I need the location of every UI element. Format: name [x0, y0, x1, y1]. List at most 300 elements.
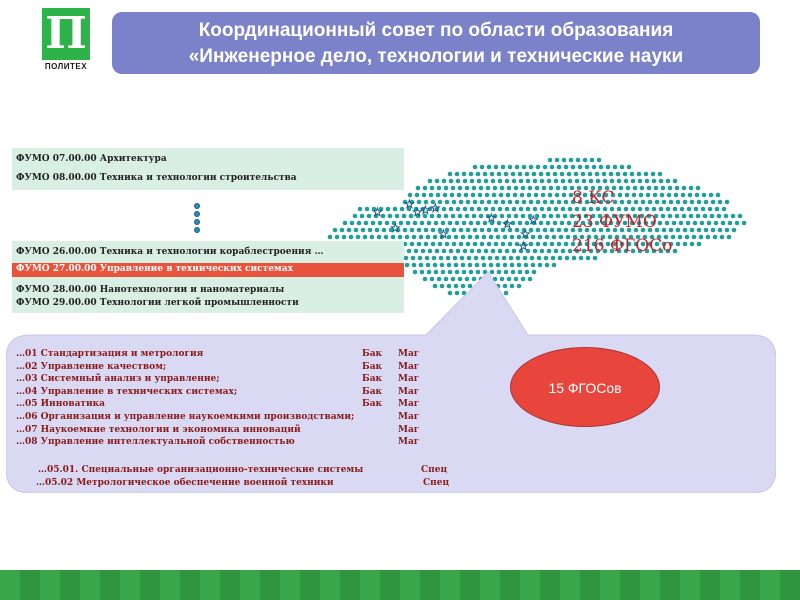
- map-dot: [690, 228, 695, 233]
- fumo-row-highlight-text: ФУМО 27.00.00 Управление в технических системах: [16, 264, 293, 274]
- star-icon: ☆: [404, 197, 415, 211]
- map-dot: [631, 179, 636, 184]
- map-dot: [567, 172, 572, 177]
- map-dot: [548, 193, 553, 198]
- map-dot: [480, 242, 485, 247]
- direction-row: [16, 348, 436, 361]
- map-dot: [568, 179, 573, 184]
- map-dot: [405, 235, 410, 240]
- direction-text: …03 Системный анализ и управление;: [16, 374, 220, 385]
- map-dot: [347, 228, 352, 233]
- map-dot: [382, 228, 387, 233]
- map-dot: [559, 235, 564, 240]
- map-dot: [528, 186, 533, 191]
- map-dot: [480, 165, 485, 170]
- map-dot: [703, 214, 708, 219]
- map-dot: [398, 235, 403, 240]
- fumo-row: ФУМО 28.00.00 Нанотехнологии и наноматериалы: [16, 285, 285, 295]
- map-dot: [689, 214, 694, 219]
- map-dot: [494, 242, 499, 247]
- map-dot: [652, 179, 657, 184]
- map-dot: [569, 158, 574, 163]
- directions-list: [16, 348, 436, 449]
- map-dot: [517, 263, 522, 268]
- map-dot: [540, 179, 545, 184]
- map-dot: [513, 193, 518, 198]
- map-dot: [487, 228, 492, 233]
- map-dot: [704, 200, 709, 205]
- map-dot: [539, 172, 544, 177]
- map-dot: [343, 221, 348, 226]
- map-dot: [415, 193, 420, 198]
- map-dot: [540, 207, 545, 212]
- map-dot: [542, 186, 547, 191]
- map-dot: [545, 263, 550, 268]
- map-dot: [564, 165, 569, 170]
- map-dot: [496, 235, 501, 240]
- map-dot: [727, 235, 732, 240]
- star-icon: ☆: [390, 221, 401, 235]
- map-dot: [449, 249, 454, 254]
- map-dot: [589, 179, 594, 184]
- map-dot: [442, 249, 447, 254]
- map-dot: [421, 249, 426, 254]
- map-dot: [494, 228, 499, 233]
- map-dot: [714, 221, 719, 226]
- map-dot: [692, 235, 697, 240]
- map-dot: [360, 214, 365, 219]
- map-dot: [742, 221, 747, 226]
- map-dot: [699, 235, 704, 240]
- map-dot: [721, 221, 726, 226]
- map-dot: [498, 179, 503, 184]
- map-dot: [627, 165, 632, 170]
- map-dot: [552, 263, 557, 268]
- map-dot: [456, 207, 461, 212]
- map-dot: [425, 256, 430, 261]
- map-dot: [446, 256, 451, 261]
- map-dot: [493, 186, 498, 191]
- map-dot: [686, 221, 691, 226]
- dot: [194, 219, 200, 225]
- map-dot: [444, 186, 449, 191]
- map-dot: [562, 158, 567, 163]
- map-dot: [697, 242, 702, 247]
- map-dot: [418, 256, 423, 261]
- map-dot: [546, 221, 551, 226]
- map-dot: [462, 221, 467, 226]
- map-dot: [434, 221, 439, 226]
- map-dot: [404, 256, 409, 261]
- level-master: Маг: [398, 437, 420, 448]
- direction-text: …08 Управление интеллектуальной собственностью: [16, 437, 295, 448]
- map-dot: [449, 179, 454, 184]
- map-dot: [503, 263, 508, 268]
- map-dot: [704, 228, 709, 233]
- direction-row: [16, 361, 436, 374]
- fumo-top-block: [12, 148, 404, 190]
- map-dot: [364, 221, 369, 226]
- map-dot: [732, 228, 737, 233]
- title-line-1: Координационный совет по области образования: [198, 20, 674, 41]
- map-dot: [452, 228, 457, 233]
- map-dot: [526, 179, 531, 184]
- map-dot: [521, 186, 526, 191]
- map-dot: [550, 228, 555, 233]
- map-dot: [564, 228, 569, 233]
- map-dot: [480, 200, 485, 205]
- map-dot: [416, 186, 421, 191]
- map-dot: [675, 214, 680, 219]
- map-dot: [715, 207, 720, 212]
- map-dot: [350, 221, 355, 226]
- map-dot: [431, 242, 436, 247]
- map-dot: [563, 214, 568, 219]
- map-dot: [592, 165, 597, 170]
- map-dot: [685, 235, 690, 240]
- footer-bar: [0, 570, 800, 600]
- map-dot: [385, 221, 390, 226]
- map-dot: [435, 179, 440, 184]
- map-dot: [412, 235, 417, 240]
- map-dot: [391, 235, 396, 240]
- map-dot: [497, 221, 502, 226]
- map-dot: [417, 242, 422, 247]
- star-icon: ☆: [412, 205, 423, 219]
- map-dot: [555, 193, 560, 198]
- map-dot: [469, 221, 474, 226]
- map-dot: [511, 172, 516, 177]
- map-dot: [666, 179, 671, 184]
- level-bachelor: Бак: [362, 349, 383, 359]
- star-icon: ☆: [486, 211, 497, 225]
- map-dot: [477, 249, 482, 254]
- map-dot: [448, 172, 453, 177]
- map-dot: [659, 179, 664, 184]
- map-dot: [728, 221, 733, 226]
- map-dot: [680, 207, 685, 212]
- map-dot: [688, 193, 693, 198]
- map-dot: [461, 235, 466, 240]
- map-dot: [512, 179, 517, 184]
- direction-text: …02 Управление качеством;: [16, 361, 167, 372]
- map-dot: [487, 165, 492, 170]
- map-dot: [386, 207, 391, 212]
- map-dot: [545, 235, 550, 240]
- map-dot: [574, 172, 579, 177]
- map-dot: [488, 256, 493, 261]
- map-dot: [702, 193, 707, 198]
- level-bachelor: Бак: [362, 374, 383, 385]
- map-dot: [564, 242, 569, 247]
- map-dot: [423, 186, 428, 191]
- map-dot: [342, 235, 347, 240]
- map-dot: [470, 207, 475, 212]
- map-dot: [678, 235, 683, 240]
- map-dot: [459, 200, 464, 205]
- map-dot: [478, 193, 483, 198]
- map-dot: [556, 214, 561, 219]
- map-dot: [388, 214, 393, 219]
- map-dot: [497, 172, 502, 177]
- map-dot: [457, 193, 462, 198]
- star-icon: ☆: [420, 203, 431, 217]
- map-dot: [519, 179, 524, 184]
- map-dot: [484, 249, 489, 254]
- map-dot: [524, 263, 529, 268]
- map-dot: [550, 242, 555, 247]
- map-dot: [617, 179, 622, 184]
- map-dot: [471, 193, 476, 198]
- map-dot: [541, 193, 546, 198]
- map-dot: [467, 256, 472, 261]
- map-dot: [505, 207, 510, 212]
- map-dot: [552, 235, 557, 240]
- stat-fgos: 216 ФГОСо: [572, 236, 673, 256]
- direction-text: …04 Управление в технических системах;: [16, 386, 238, 397]
- map-dot: [567, 221, 572, 226]
- map-dot: [563, 186, 568, 191]
- map-dot: [564, 200, 569, 205]
- map-dot: [645, 179, 650, 184]
- map-dot: [472, 214, 477, 219]
- map-dot: [590, 158, 595, 163]
- map-dot: [508, 242, 513, 247]
- map-dot: [453, 256, 458, 261]
- dot: [194, 227, 200, 233]
- map-dot: [510, 263, 515, 268]
- map-dot: [539, 221, 544, 226]
- map-dot: [713, 235, 718, 240]
- dot: [194, 211, 200, 217]
- direction-row: [16, 424, 436, 437]
- map-dot: [424, 228, 429, 233]
- map-dot: [682, 214, 687, 219]
- map-dot: [406, 221, 411, 226]
- map-dot: [433, 235, 438, 240]
- map-dot: [520, 193, 525, 198]
- map-dot: [550, 165, 555, 170]
- politeh-logo: [42, 8, 90, 72]
- map-dot: [595, 172, 600, 177]
- map-dot: [529, 200, 534, 205]
- map-dot: [469, 172, 474, 177]
- map-dot: [514, 186, 519, 191]
- map-dot: [501, 165, 506, 170]
- map-dot: [533, 249, 538, 254]
- map-dot: [476, 172, 481, 177]
- map-dot: [710, 214, 715, 219]
- map-dot: [527, 193, 532, 198]
- map-dot: [441, 221, 446, 226]
- map-dot: [543, 242, 548, 247]
- map-dot: [407, 249, 412, 254]
- map-dot: [515, 228, 520, 233]
- map-dot: [450, 193, 455, 198]
- map-dot: [466, 242, 471, 247]
- map-dot: [377, 235, 382, 240]
- map-dot: [477, 207, 482, 212]
- map-dot: [578, 165, 583, 170]
- map-dot: [498, 207, 503, 212]
- map-dot: [411, 256, 416, 261]
- map-dot: [494, 165, 499, 170]
- level-bachelor: Бак: [362, 361, 383, 372]
- map-dot: [403, 228, 408, 233]
- map-dot: [700, 221, 705, 226]
- map-dot: [502, 256, 507, 261]
- map-dot: [550, 200, 555, 205]
- map-dot: [596, 179, 601, 184]
- map-dot: [562, 193, 567, 198]
- map-dot: [458, 186, 463, 191]
- map-dot: [433, 263, 438, 268]
- map-dot: [335, 235, 340, 240]
- specialty-level: Спец: [423, 478, 450, 488]
- map-dot: [682, 186, 687, 191]
- map-dot: [473, 228, 478, 233]
- map-dot: [463, 207, 468, 212]
- map-dot: [696, 214, 701, 219]
- stats-block: [572, 186, 672, 258]
- map-dot: [717, 214, 722, 219]
- map-dot: [613, 165, 618, 170]
- map-dot: [526, 207, 531, 212]
- map-dot: [630, 172, 635, 177]
- map-dot: [477, 179, 482, 184]
- map-dot: [333, 228, 338, 233]
- map-dot: [356, 235, 361, 240]
- map-dot: [620, 165, 625, 170]
- page-title: [112, 12, 760, 74]
- map-dot: [508, 200, 513, 205]
- map-dot: [582, 179, 587, 184]
- map-dot: [498, 249, 503, 254]
- map-dot: [483, 172, 488, 177]
- level-master: Маг: [398, 424, 420, 435]
- map-dot: [402, 214, 407, 219]
- map-dot: [558, 256, 563, 261]
- map-dot: [553, 172, 558, 177]
- map-dot: [523, 256, 528, 261]
- map-dot: [681, 193, 686, 198]
- map-dot: [690, 200, 695, 205]
- map-dot: [708, 207, 713, 212]
- map-dot: [536, 200, 541, 205]
- title-line-2: «Инженерное дело, технологии и технические науки: [188, 46, 684, 67]
- map-dot: [716, 193, 721, 198]
- map-dot: [722, 207, 727, 212]
- map-dot: [466, 228, 471, 233]
- ellipsis-dots: [194, 203, 202, 233]
- map-dot: [367, 214, 372, 219]
- map-dot: [738, 214, 743, 219]
- map-dot: [444, 214, 449, 219]
- level-bachelor: Бак: [362, 399, 383, 410]
- map-dot: [435, 249, 440, 254]
- map-dot: [456, 179, 461, 184]
- map-dot: [697, 200, 702, 205]
- map-dot: [451, 214, 456, 219]
- map-dot: [547, 179, 552, 184]
- direction-row: [16, 373, 436, 386]
- map-dot: [518, 172, 523, 177]
- map-dot: [501, 242, 506, 247]
- map-dot: [554, 179, 559, 184]
- dot: [194, 203, 200, 209]
- map-dot: [624, 179, 629, 184]
- map-dot: [438, 242, 443, 247]
- map-dot: [675, 186, 680, 191]
- map-dot: [540, 249, 545, 254]
- map-dot: [674, 193, 679, 198]
- map-dot: [426, 263, 431, 268]
- level-master: Маг: [398, 374, 420, 385]
- direction-row: [16, 398, 436, 411]
- map-dot: [479, 186, 484, 191]
- map-dot: [378, 221, 383, 226]
- logo-text: ПОЛИТЕХ: [44, 62, 88, 71]
- fumo-row: ФУМО 08.00.00 Техника и технологии строительства: [16, 173, 297, 183]
- map-dot: [588, 172, 593, 177]
- specialty-level: Спец: [421, 465, 448, 475]
- level-bachelor: Бак: [362, 386, 383, 397]
- map-dot: [470, 249, 475, 254]
- map-dot: [566, 235, 571, 240]
- map-dot: [610, 179, 615, 184]
- specialty-row: [36, 478, 334, 488]
- map-dot: [575, 179, 580, 184]
- level-master: Маг: [398, 399, 420, 410]
- map-dot: [701, 207, 706, 212]
- map-dot: [468, 235, 473, 240]
- map-dot: [475, 263, 480, 268]
- map-dot: [561, 207, 566, 212]
- map-dot: [504, 172, 509, 177]
- map-dot: [548, 158, 553, 163]
- map-dot: [384, 235, 389, 240]
- stat-fumo: 23 ФУМО: [572, 212, 657, 232]
- fumo-row: ФУМО 07.00.00 Архитектура: [16, 154, 167, 164]
- map-dot: [676, 200, 681, 205]
- map-dot: [533, 207, 538, 212]
- map-dot: [509, 256, 514, 261]
- level-master: Маг: [398, 361, 420, 372]
- map-dot: [676, 242, 681, 247]
- map-dot: [437, 186, 442, 191]
- star-icon: ☆: [520, 227, 531, 241]
- map-dot: [464, 193, 469, 198]
- map-dot: [542, 214, 547, 219]
- map-dot: [413, 221, 418, 226]
- map-dot: [461, 263, 466, 268]
- map-dot: [535, 186, 540, 191]
- direction-text: …05 Инноватика: [16, 399, 106, 410]
- map-dot: [449, 207, 454, 212]
- map-dot: [731, 214, 736, 219]
- map-dot: [459, 228, 464, 233]
- star-icon: ☆: [502, 217, 513, 231]
- map-dot: [554, 249, 559, 254]
- map-dot: [561, 249, 566, 254]
- map-dot: [673, 179, 678, 184]
- map-dot: [556, 186, 561, 191]
- map-dot: [427, 221, 432, 226]
- map-dot: [491, 249, 496, 254]
- stat-ks: 8 КС: [572, 188, 615, 208]
- map-dot: [490, 172, 495, 177]
- direction-text: …06 Организация и управление наукоемкими производствами;: [16, 411, 355, 422]
